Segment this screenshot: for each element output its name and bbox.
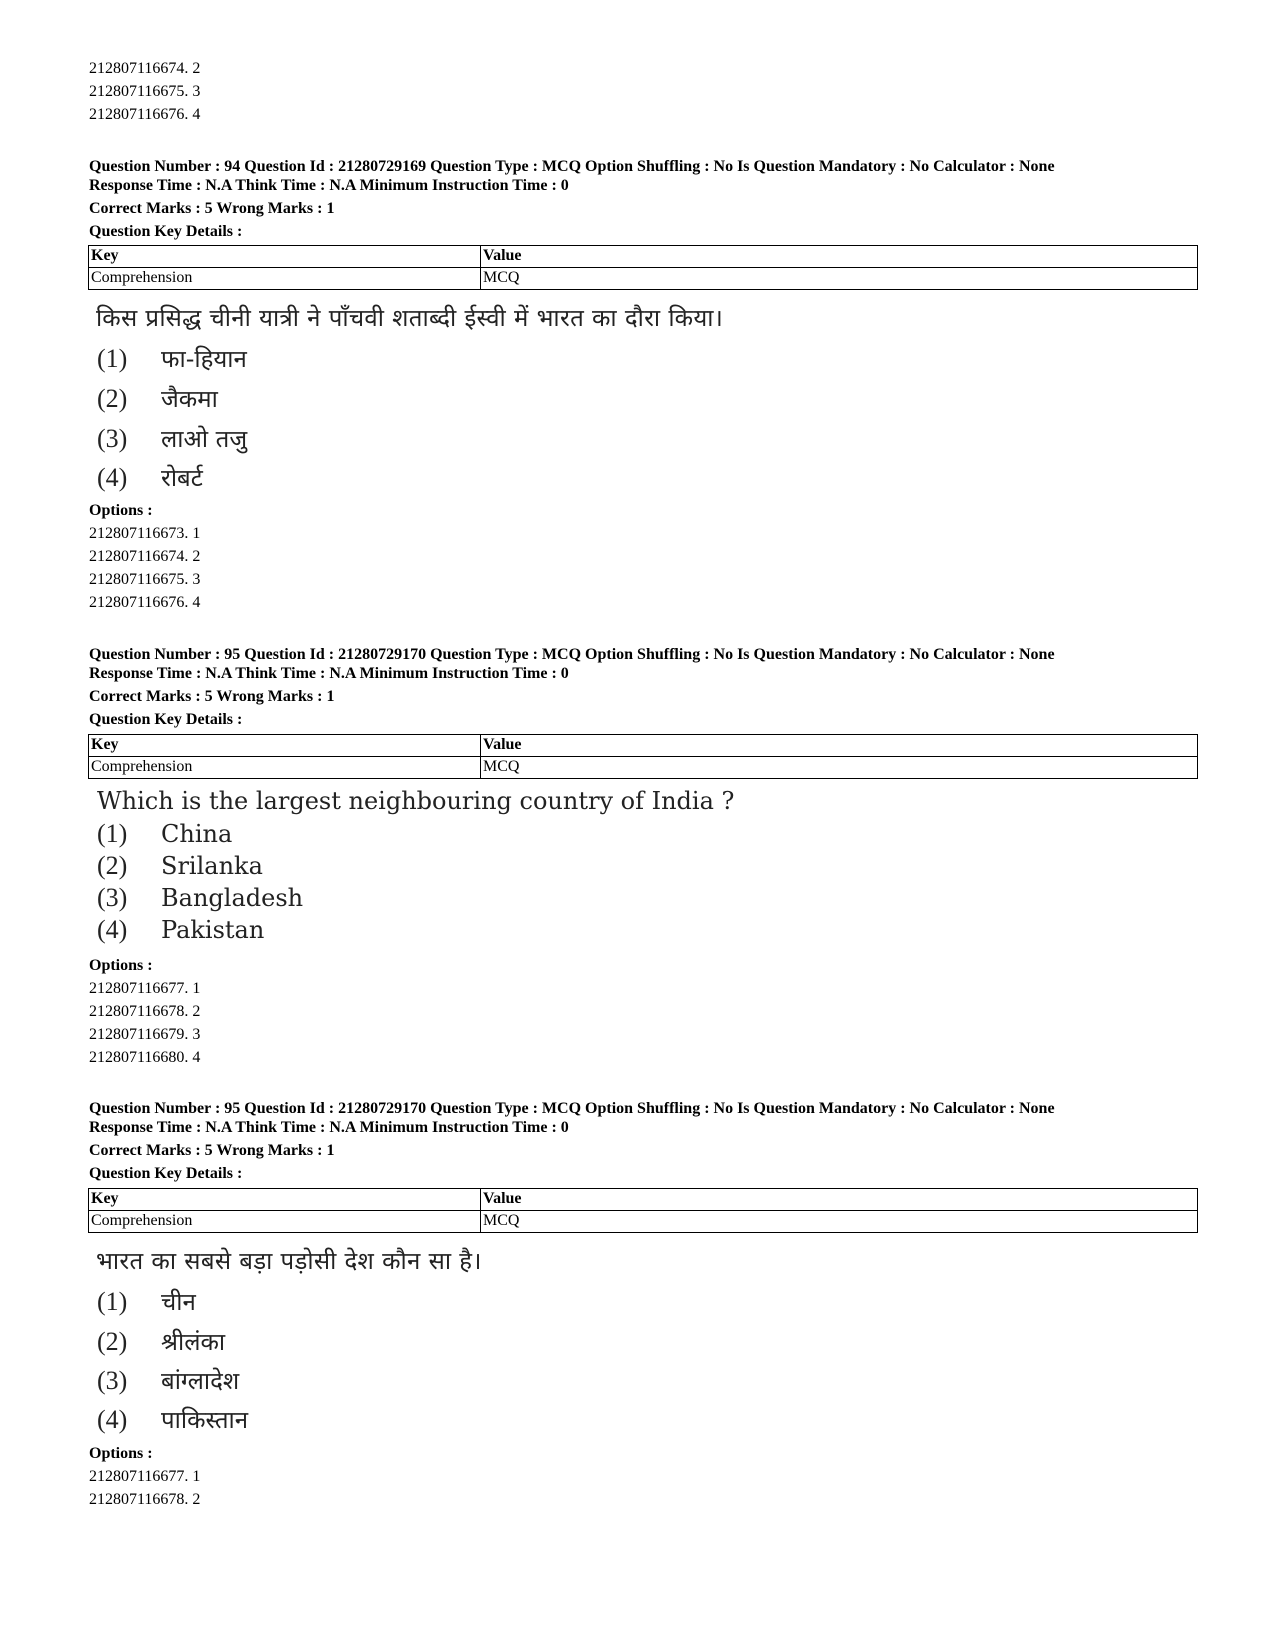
- question-key-table: [88, 1188, 1198, 1233]
- choice-text: बांग्लादेश: [161, 1367, 240, 1395]
- answer-choice: [97, 1285, 196, 1319]
- option-id-line: 212807116679. 3: [89, 1026, 201, 1043]
- option-id-line: 212807116676. 4: [89, 106, 201, 123]
- value-header: Value: [481, 1189, 1198, 1211]
- choice-number: (1): [97, 344, 128, 373]
- option-id-line: 212807116675. 3: [89, 83, 201, 100]
- option-id-line: 212807116678. 2: [89, 1003, 201, 1020]
- choice-text: रोबर्ट: [161, 464, 203, 492]
- question-key-details-label: Question Key Details :: [89, 223, 243, 240]
- answer-choice: [97, 1325, 225, 1359]
- answer-choice: [97, 422, 247, 456]
- value-cell: MCQ: [481, 268, 1198, 290]
- choice-text: श्रीलंका: [161, 1328, 226, 1356]
- question-header: Question Number : 94 Question Id : 21280729169 Question Type : MCQ Option Shuffling : No Is Question Mandatory : No Calculator : None: [89, 158, 1055, 175]
- option-id-line: 212807116674. 2: [89, 548, 201, 565]
- value-cell: MCQ: [481, 1211, 1198, 1233]
- answer-choice: [97, 461, 203, 495]
- key-header: Key: [89, 246, 481, 268]
- value-header: Value: [481, 735, 1198, 757]
- choice-number: (1): [97, 819, 128, 848]
- key-cell: Comprehension: [89, 757, 481, 779]
- question-timing: Response Time : N.A Think Time : N.A Minimum Instruction Time : 0: [89, 177, 569, 194]
- question-text: Which is the largest neighbouring country of India ?: [97, 787, 735, 815]
- question-timing: Response Time : N.A Think Time : N.A Minimum Instruction Time : 0: [89, 665, 569, 682]
- key-cell: Comprehension: [89, 268, 481, 290]
- choice-number: (2): [97, 384, 128, 413]
- choice-number: (3): [97, 1366, 128, 1395]
- option-id-line: 212807116677. 1: [89, 1468, 201, 1485]
- answer-choice: [97, 883, 303, 917]
- value-cell: MCQ: [481, 757, 1198, 779]
- option-id-line: 212807116674. 2: [89, 60, 201, 77]
- question-key-table: [88, 245, 1198, 290]
- answer-choice: [97, 851, 263, 885]
- choice-text: जैकमा: [161, 385, 218, 413]
- question-marks: Correct Marks : 5 Wrong Marks : 1: [89, 688, 335, 705]
- choice-number: (2): [97, 851, 128, 880]
- question-marks: Correct Marks : 5 Wrong Marks : 1: [89, 200, 335, 217]
- key-header: Key: [89, 735, 481, 757]
- choice-text: चीन: [161, 1288, 196, 1316]
- choice-text: Pakistan: [161, 916, 265, 944]
- choice-number: (4): [97, 915, 128, 944]
- key-cell: Comprehension: [89, 1211, 481, 1233]
- options-label: Options :: [89, 957, 153, 974]
- answer-choice: [97, 382, 218, 416]
- answer-choice: [97, 342, 247, 376]
- options-label: Options :: [89, 502, 153, 519]
- option-id-line: 212807116676. 4: [89, 594, 201, 611]
- question-key-details-label: Question Key Details :: [89, 711, 243, 728]
- choice-number: (1): [97, 1287, 128, 1316]
- option-id-line: 212807116673. 1: [89, 525, 201, 542]
- answer-choice: [97, 915, 264, 949]
- question-text: किस प्रसिद्ध चीनी यात्री ने पाँचवी शताब्दी ईस्वी में भारत का दौरा किया।: [96, 304, 724, 332]
- choice-text: Srilanka: [161, 852, 263, 880]
- choice-number: (3): [97, 424, 128, 453]
- choice-text: लाओ तजु: [161, 425, 248, 453]
- choice-number: (4): [97, 463, 128, 492]
- question-timing: Response Time : N.A Think Time : N.A Minimum Instruction Time : 0: [89, 1119, 569, 1136]
- question-text: भारत का सबसे बड़ा पड़ोसी देश कौन सा है।: [96, 1247, 482, 1275]
- option-id-line: 212807116677. 1: [89, 980, 201, 997]
- choice-number: (4): [97, 1405, 128, 1434]
- choice-text: पाकिस्तान: [161, 1406, 249, 1434]
- option-id-line: 212807116678. 2: [89, 1491, 201, 1508]
- choice-text: China: [161, 820, 233, 848]
- question-header: Question Number : 95 Question Id : 21280729170 Question Type : MCQ Option Shuffling : No Is Question Mandatory : No Calculator : None: [89, 1100, 1055, 1117]
- answer-choice: [97, 1403, 248, 1437]
- answer-choice: [97, 1364, 239, 1398]
- option-id-line: 212807116680. 4: [89, 1049, 201, 1066]
- choice-text: फा-हियान: [161, 345, 247, 373]
- question-marks: Correct Marks : 5 Wrong Marks : 1: [89, 1142, 335, 1159]
- option-id-line: 212807116675. 3: [89, 571, 201, 588]
- choice-number: (3): [97, 883, 128, 912]
- choice-number: (2): [97, 1327, 128, 1356]
- question-key-table: [88, 734, 1198, 779]
- question-key-details-label: Question Key Details :: [89, 1165, 243, 1182]
- choice-text: Bangladesh: [161, 884, 304, 912]
- question-header: Question Number : 95 Question Id : 21280729170 Question Type : MCQ Option Shuffling : No Is Question Mandatory : No Calculator : None: [89, 646, 1055, 663]
- key-header: Key: [89, 1189, 481, 1211]
- answer-choice: [97, 819, 232, 853]
- value-header: Value: [481, 246, 1198, 268]
- options-label: Options :: [89, 1445, 153, 1462]
